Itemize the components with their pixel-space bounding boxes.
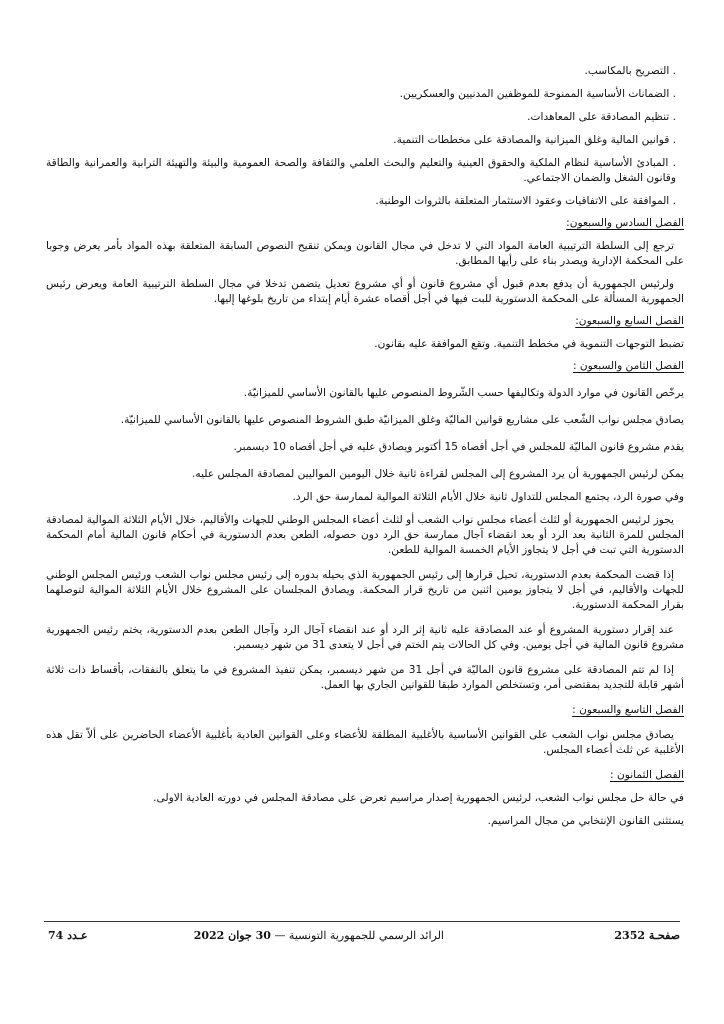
article-heading: الفصل الثامن والسبعون :	[572, 360, 684, 372]
paragraph: يجوز لرئيس الجمهورية أو لثلث أعضاء مجلس نواب الشعب أو لثلث أعضاء المجلس الوطني للجهات والأقاليم، خلال الأيام الثلاثة الموالية لمصادقة المجلس للمرة الثانية بعد الرد أو بعد انقضاء آجال ممارسة حق الرد دون حصوله، الطعن بعدم الدستورية في أحكام قانون المالية أمام المحكمة الدستورية التي تبت في أجل لا يتجاوز الأيام الخمسة الموالية للطعن.	[46, 514, 684, 556]
page-footer	[48, 929, 680, 947]
paragraph: يمكن لرئيس الجمهورية أن يرد المشروع إلى المجلس لقراءة ثانية خلال اليومين المواليين لمصادقة المجلس عليه.	[192, 468, 684, 480]
list-item: . المبادئ الأساسية لنظام الملكية والحقوق العينية والتعليم والبحث العلمي والثقافة والصحة العمومية والبيئة والتهيئة الترابية والعمرانية والطاقة وقانون الشغل والضمان الاجتماعي.	[46, 157, 676, 184]
article-76	[46, 216, 684, 307]
publication-date: 30 جوان 2022	[193, 929, 271, 942]
issue-number: عـدد 74	[48, 929, 88, 942]
paragraph: يصادق مجلس نواب الشعب على القوانين الأساسية بالأغلبية المطلقة للأعضاء وعلى القوانين العادية بأغلبية الأعضاء الحاضرين على ألاّ تقل هذه الأغلبية عن ثلث أعضاء المجلس.	[46, 729, 684, 756]
paragraph: إذا قضت المحكمة بعدم الدستورية، تحيل قرارها إلى رئيس الجمهورية الذي يحيله بدوره إلى رئيس مجلس نواب الشعب ورئيس المجلس الوطني للجهات والأقاليم، في أجل لا يتجاوز يومين اثنين من تاريخ قرار المحكمة. ويصادق المجلسان على المشروع خلال الأيام الثلاثة الموالية لتوصلهما بقرار المحكمة الدستورية.	[46, 569, 684, 611]
paragraph: يستثنى القانون الإنتخابي من مجال المراسيم.	[487, 815, 684, 827]
paragraph: وفي صورة الرد، يجتمع المجلس للتداول ثانية خلال الأيام الثلاثة الموالية لممارسة حق الرد.	[292, 491, 684, 503]
article-heading: الفصل الثمانون :	[610, 769, 684, 781]
list-item: . قوانين المالية وغلق الميزانية والمصادقة على مخططات التنمية.	[393, 134, 676, 146]
paragraph: ترجع إلى السلطة الترتيبية العامة المواد التي لا تدخل في مجال القانون ويمكن تنقيح النصوص السابقة المتعلقة بهذه المواد بأمر يعرض وجوبا على المحكمة الإدارية ويصدر بناء على رأيها المطابق.	[46, 240, 684, 267]
article-heading: الفصل التاسع والسبعون :	[572, 704, 684, 716]
list-item: . التصريح بالمكاسب.	[584, 65, 676, 77]
paragraph: عند إقرار دستورية المشروع أو عند المصادقة عليه ثانية إثر الرد أو عند انقضاء آجال الرد وآجال الطعن بعدم الدستورية، يختم رئيس الجمهورية مشروع قانون المالية في أجل يومين. وفي كل الحالات يتم الختم في أجل لا يتعدى 31 من شهر ديسمبر.	[46, 624, 684, 651]
document-page	[46, 64, 684, 829]
article-79	[46, 703, 684, 758]
paragraph: ولرئيس الجمهورية أن يدفع بعدم قبول أي مشروع قانون أو أي مشروع تعديل يتضمن تدخلا في مجال السلطة الترتيبية العامة ويعرض رئيس الجمهورية المسألة على المحكمة الدستورية للبت فيها في أجل أقصاه عشرة أيام إبتداء من تاريخ بلوغها إليها.	[46, 278, 684, 305]
article-77	[46, 314, 684, 352]
article-heading: الفصل السادس والسبعون:	[566, 217, 684, 229]
paragraph: إذا لم تتم المصادقة على مشروع قانون الماليّة في أجل 31 من شهر ديسمبر، يمكن تنفيذ المشروع في ما يتعلق بالنفقات، بأقساط ذات ثلاثة أشهر قابلة للتجديد بمقتضى أمر، وتستخلص الموارد طبقا للقوانين الجاري بها العمل.	[46, 664, 684, 691]
article-80	[46, 768, 684, 829]
paragraph: يصادق مجلس نواب الشّعب على مشاريع قوانين الماليّة وغلق الميزانيّة طبق الشروط المنصوص عليها بالقانون الأساسي للميزانيّة.	[120, 414, 684, 426]
list-item: . الضمانات الأساسية الممنوحة للموظفين المدنيين والعسكريين.	[399, 88, 676, 100]
paragraph: تضبط التوجهات التنموية في مخطط التنمية. وتقع الموافقة عليه بقانون.	[374, 338, 684, 350]
page-number: صفحـة 2352	[614, 929, 680, 942]
list-item: . الموافقة على الاتفاقيات وعقود الاستثمار المتعلقة بالثروات الوطنية.	[375, 195, 676, 207]
publication-title: الرائد الرسمي للجمهورية التونسية —	[274, 929, 444, 942]
paragraph: يقدم مشروع قانون الماليّة للمجلس في أجل أقصاه 15 أكتوبر ويصادق عليه في أجل أقصاه 10 ديسمبر.	[233, 441, 684, 453]
paragraph: يرخّص القانون في موارد الدولة وتكاليفها حسب الشّروط المنصوص عليها بالقانون الأساسي للميزانيّة.	[243, 387, 684, 399]
list-item: . تنظيم المصادقة على المعاهدات.	[527, 111, 676, 123]
article-heading: الفصل السابع والسبعون:	[575, 315, 684, 327]
publication-line	[194, 929, 444, 942]
paragraph: في حالة حل مجلس نواب الشعب، لرئيس الجمهورية إصدار مراسيم تعرض على مصادقة المجلس في دورته العادية الاولى.	[153, 792, 684, 804]
article-78	[46, 359, 684, 693]
footer-divider	[44, 921, 680, 922]
